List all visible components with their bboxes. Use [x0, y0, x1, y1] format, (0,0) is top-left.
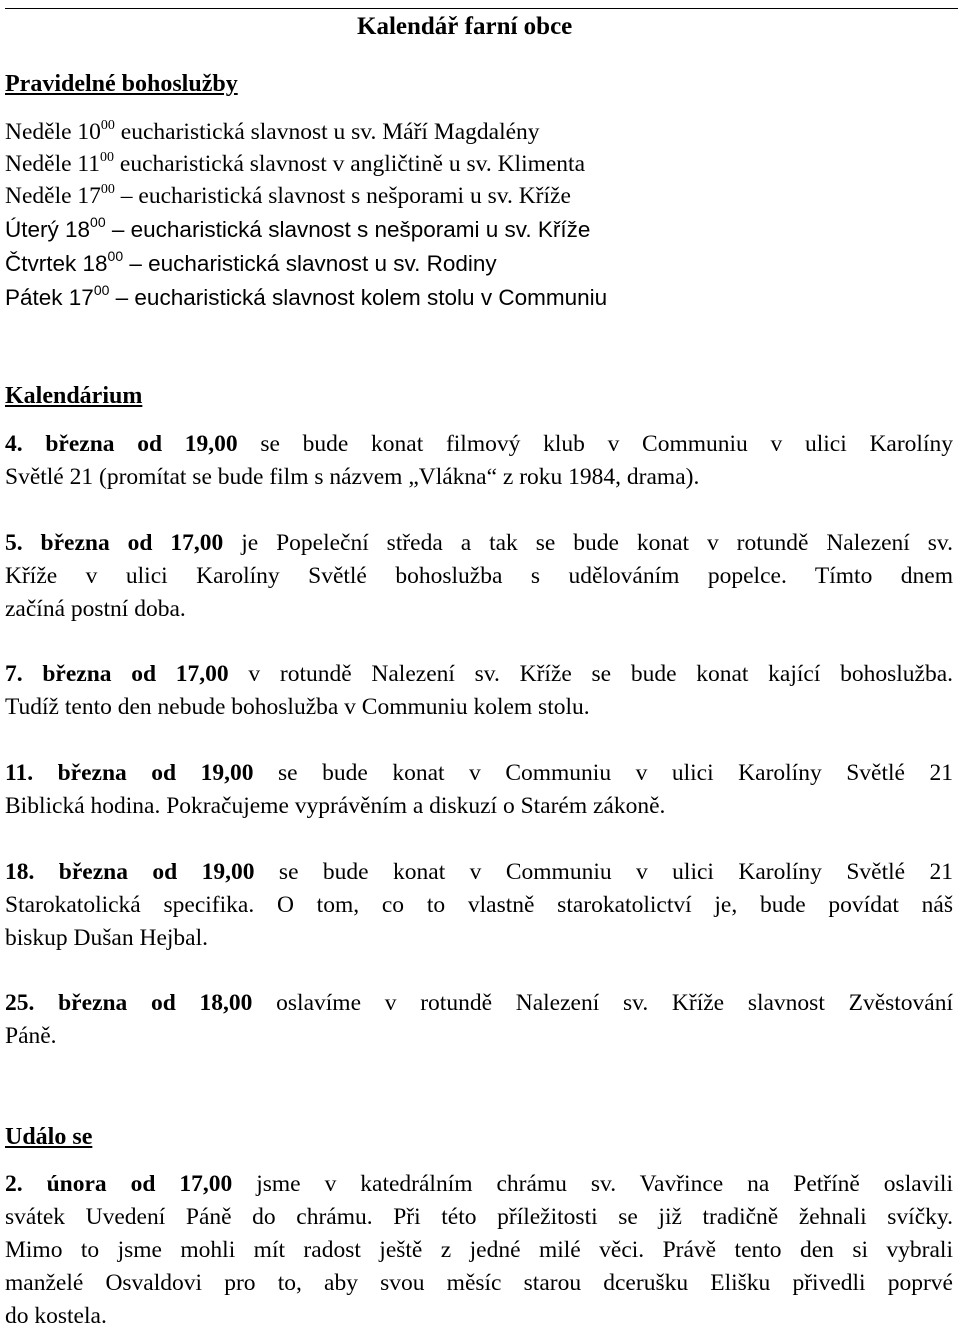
entry-line: 2. února od 17,00 jsme v katedrálním chrámu sv. Vavřince na Petříně oslavili: [5, 1171, 953, 1197]
calendar-entry: [5, 856, 953, 955]
calendar-entry: [5, 658, 953, 724]
service-description: – eucharistická slavnost kolem stolu v Communiu: [109, 285, 608, 310]
entry-date: 18. března od 19,00: [5, 859, 255, 885]
header-rule: [5, 8, 958, 9]
entry-line: 4. března od 19,00 se bude konat filmový klub v Communiu v ulici Karolíny: [5, 431, 953, 457]
service-day: Neděle 17: [5, 183, 101, 209]
service-item: [5, 148, 585, 184]
entry-line: Biblická hodina. Pokračujeme vyprávěním a diskuzí o Starém zákoně.: [5, 793, 666, 819]
service-time-superscript: 00: [93, 282, 110, 298]
entry-line: Tudíž tento den nebude bohoslužba v Communiu kolem stolu.: [5, 694, 590, 720]
entry-date: 7. března od 17,00: [5, 661, 229, 687]
service-item: [5, 213, 590, 249]
entry-line: svátek Uvedení Páně do chrámu. Při této příležitosti se již tradičně žehnali svíčky.: [5, 1204, 953, 1230]
entry-date: 5. března od 17,00: [5, 530, 224, 556]
service-day: Neděle 11: [5, 151, 101, 177]
service-item: [5, 116, 540, 152]
entry-line: 5. března od 17,00 je Popeleční středa a tak se bude konat v rotundě Nalezení sv.: [5, 530, 954, 556]
entry-line: 11. března od 19,00 se bude konat v Communiu v ulici Karolíny Světlé 21: [5, 760, 953, 786]
section-heading-regular-services: Pravidelné bohoslužby: [5, 71, 238, 97]
service-item: [5, 247, 497, 283]
service-day: Čtvrtek 18: [5, 251, 108, 276]
entry-line: začíná postní doba.: [5, 596, 186, 622]
service-description: – eucharistická slavnost s nešporami u sv. Kříže: [105, 217, 591, 242]
service-time-superscript: 00: [90, 214, 106, 230]
entry-date: 11. března od 19,00: [5, 760, 254, 786]
calendar-entry: [5, 428, 953, 494]
entry-line: manželé Osvaldovi pro to, aby svou měsíc starou dcerušku Elišku přivedli poprvé: [5, 1270, 953, 1296]
entry-date: 2. února od 17,00: [5, 1171, 233, 1197]
entry-line: 7. března od 17,00 v rotundě Nalezení sv. Kříže se bude konat kající bohoslužba.: [5, 661, 953, 687]
service-item: [5, 281, 607, 317]
service-item: [5, 180, 571, 216]
happened-entry: [5, 1168, 953, 1333]
entry-line: Světlé 21 (promítat se bude film s názvem „Vlákna“ z roku 1984, drama).: [5, 464, 700, 490]
service-description: – eucharistická slavnost s nešporami u sv. Kříže: [114, 183, 571, 209]
entry-line: 18. března od 19,00 se bude konat v Communiu v ulici Karolíny Světlé 21: [5, 859, 953, 885]
service-time-superscript: 00: [100, 118, 115, 133]
service-time-superscript: 00: [100, 150, 115, 165]
service-description: eucharistická slavnost u sv. Máří Magdalény: [114, 119, 540, 145]
entry-line: Kříže v ulici Karolíny Světlé bohoslužba s udělováním popelce. Tímto dnem: [5, 563, 953, 589]
entry-date: 25. března od 18,00: [5, 990, 253, 1016]
service-description: eucharistická slavnost v angličtině u sv. Klimenta: [114, 151, 586, 177]
entry-line: Starokatolická specifika. O tom, co to vlastně starokatolictví je, bude povídat náš: [5, 892, 953, 918]
service-time-superscript: 00: [107, 248, 124, 264]
page-title: Kalendář farní obce: [357, 13, 573, 40]
entry-line: Páně.: [5, 1023, 57, 1049]
service-day: Neděle 10: [5, 119, 101, 145]
calendar-entry: [5, 987, 953, 1053]
entry-line: Mimo to jsme mohli mít radost ještě z jedné milé věci. Právě tento den si vybrali: [5, 1237, 953, 1263]
calendar-entry: [5, 757, 953, 823]
entry-date: 4. března od 19,00: [5, 431, 238, 457]
service-day: Pátek 17: [5, 285, 94, 310]
section-heading-calendar: Kalendárium: [5, 383, 143, 409]
service-time-superscript: 00: [100, 182, 115, 197]
service-description: – eucharistická slavnost u sv. Rodiny: [123, 251, 497, 276]
calendar-entry: [5, 527, 953, 626]
section-heading-happened: Událo se: [5, 1124, 93, 1150]
service-day: Úterý 18: [5, 217, 91, 242]
entry-line: biskup Dušan Hejbal.: [5, 925, 208, 951]
entry-line: 25. března od 18,00 oslavíme v rotundě Nalezení sv. Kříže slavnost Zvěstování: [5, 990, 954, 1016]
entry-line: do kostela.: [5, 1303, 107, 1329]
